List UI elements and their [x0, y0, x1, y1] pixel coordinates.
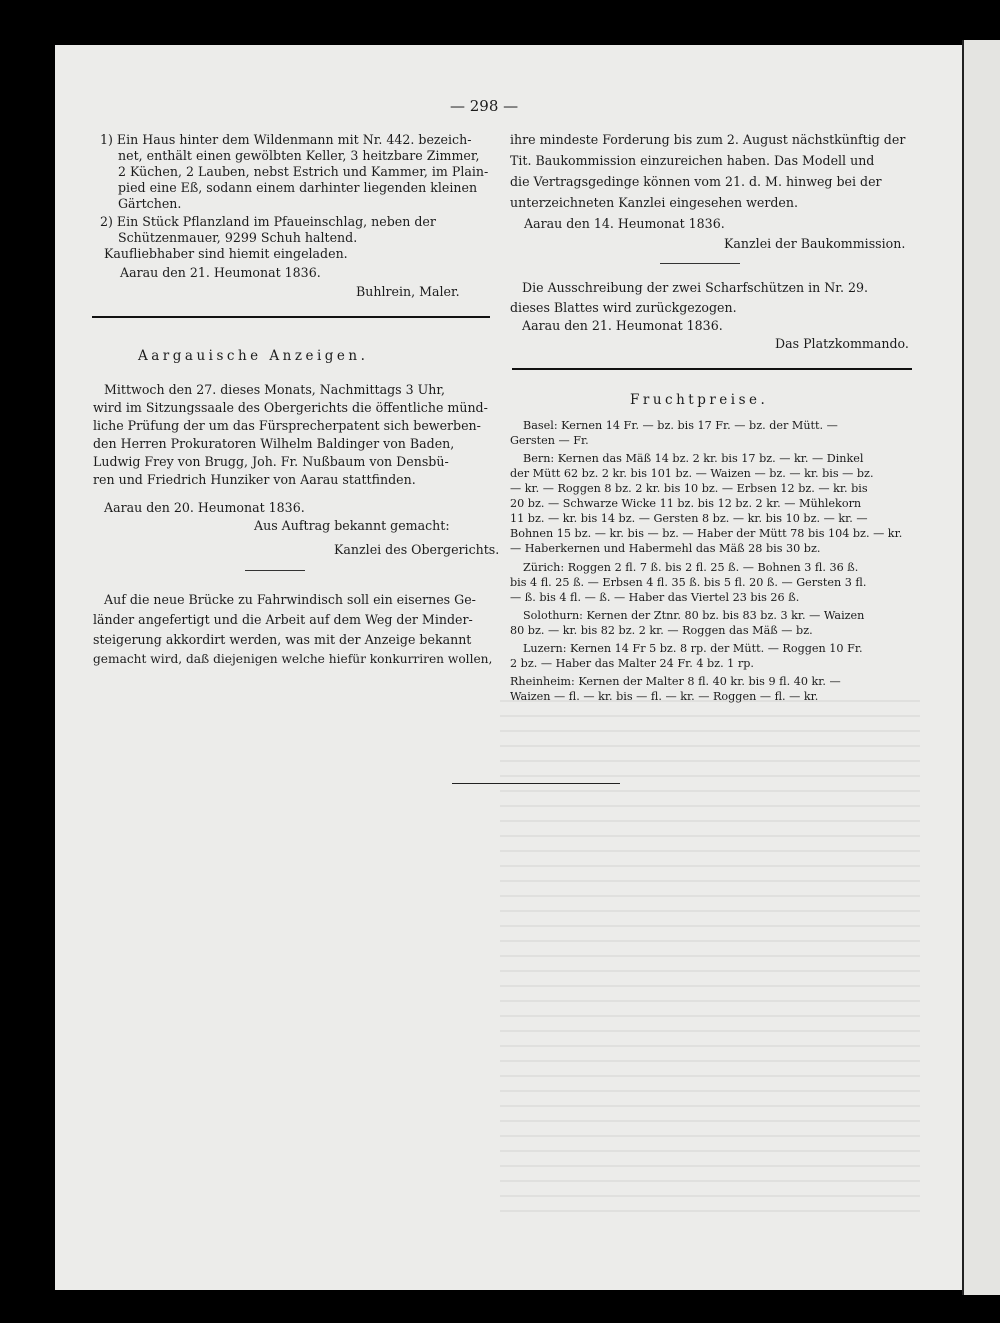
price-line: Luzern: Kernen 14 Fr 5 bz. 8 rp. der Mütt. — Roggen 10 Fr. — [523, 642, 863, 655]
ad3-cont-signature: Kanzlei der Baukommission. — [724, 236, 906, 251]
price-line: 11 bz. — kr. bis 14 bz. — Gersten 8 bz. — kr. bis 10 bz. — kr. — — [510, 512, 868, 525]
price-line: 2 bz. — Haber das Malter 24 Fr. 4 bz. 1 rp. — [510, 657, 754, 670]
ad1-line-5: Gärtchen. — [118, 196, 182, 211]
ad1-signature: Buhlrein, Maler. — [356, 284, 460, 299]
ad2-line-3: liche Prüfung der um das Fürsprecherpatent sich bewerben- — [93, 418, 481, 433]
ad4-line-1: Die Ausschreibung der zwei Scharfschützen in Nr. 29. — [522, 280, 868, 295]
ad3-cont-date: Aarau den 14. Heumonat 1836. — [524, 216, 725, 231]
ad2-date: Aarau den 20. Heumonat 1836. — [104, 500, 305, 515]
section-title: Aargauische Anzeigen. — [138, 348, 369, 364]
price-line: Bern: Kernen das Mäß 14 bz. 2 kr. bis 17 bz. — kr. — Dinkel — [523, 452, 864, 465]
ad1-line-2: net, enthält einen gewölbten Keller, 3 heitzbare Zimmer, — [118, 148, 480, 163]
price-line: Solothurn: Kernen der Ztnr. 80 bz. bis 83 bz. 3 kr. — Waizen — [523, 609, 865, 622]
ad1-line-6: 2) Ein Stück Pflanzland im Pfaueinschlag, neben der — [100, 214, 436, 229]
separator-line — [245, 570, 305, 571]
price-line: der Mütt 62 bz. 2 kr. bis 101 bz. — Waizen — bz. — kr. bis — bz. — [510, 467, 874, 480]
ad2-line-2: wird im Sitzungssaale des Obergerichts die öffentliche münd- — [93, 400, 488, 415]
ad4-signature: Das Platzkommando. — [775, 336, 909, 351]
price-line: — Haberkernen und Habermehl das Mäß 28 bis 30 bz. — [510, 542, 821, 555]
ad2-line-1: Mittwoch den 27. dieses Monats, Nachmittags 3 Uhr, — [104, 382, 445, 397]
ad2-auftrag: Aus Auftrag bekannt gemacht: — [254, 518, 450, 533]
ad1-date: Aarau den 21. Heumonat 1836. — [120, 265, 321, 280]
ad1-line-1: 1) Ein Haus hinter dem Wildenmann mit Nr. 442. bezeich- — [100, 132, 472, 147]
price-line: 20 bz. — Schwarze Wicke 11 bz. bis 12 bz. 2 kr. — Mühlekorn — [510, 497, 862, 510]
price-line: — kr. — Roggen 8 bz. 2 kr. bis 10 bz. — Erbsen 12 bz. — kr. bis — [510, 482, 868, 495]
ad3-line-3: steigerung akkordirt werden, was mit der Anzeige bekannt — [93, 632, 472, 647]
price-line: Bohnen 15 bz. — kr. bis — bz. — Haber der Mütt 78 bis 104 bz. — kr. — [510, 527, 903, 540]
ad2-signature: Kanzlei des Obergerichts. — [334, 542, 500, 557]
price-line: — ß. bis 4 fl. — ß. — Haber das Viertel 23 bis 26 ß. — [510, 591, 800, 604]
ad1-line-3: 2 Küchen, 2 Lauben, nebst Estrich und Kammer, im Plain- — [118, 164, 489, 179]
ad3-cont-line-3: die Vertragsgedinge können vom 21. d. M. hinweg bei der — [510, 174, 882, 189]
ad3-cont-line-2: Tit. Baukommission einzureichen haben. Das Modell und — [510, 153, 875, 168]
ad2-line-6: ren und Friedrich Hunziker von Aarau stattfinden. — [93, 472, 416, 487]
ad3-line-4: gemacht wird, daß diejenigen welche hiefür konkurriren wollen, — [93, 652, 493, 666]
section-rule — [92, 316, 490, 318]
price-line: Gersten — Fr. — [510, 434, 589, 447]
price-line: Basel: Kernen 14 Fr. — bz. bis 17 Fr. — bz. der Mütt. — — [523, 419, 838, 432]
ad2-line-5: Ludwig Frey von Brugg, Joh. Fr. Nußbaum von Densbü- — [93, 454, 449, 469]
ad1-line-4: pied eine Eß, sodann einem darhinter liegenden kleinen — [118, 180, 478, 195]
next-page-edge — [962, 40, 1000, 1295]
bleed-through-text — [500, 700, 920, 1220]
ad1-line-7: Schützenmauer, 9299 Schuh haltend. — [118, 230, 358, 245]
section-rule-2 — [512, 368, 912, 370]
ad4-line-2: dieses Blattes wird zurückgezogen. — [510, 300, 737, 315]
ad3-cont-line-1: ihre mindeste Forderung bis zum 2. August nächstkünftig der — [510, 132, 906, 147]
price-line: Zürich: Roggen 2 fl. 7 ß. bis 2 fl. 25 ß. — Bohnen 3 fl. 36 ß. — [523, 561, 859, 574]
page-number: — 298 — — [450, 97, 519, 115]
ad1-line-8: Kaufliebhaber sind hiemit eingeladen. — [104, 246, 348, 261]
ad4-date: Aarau den 21. Heumonat 1836. — [522, 318, 723, 333]
price-line: bis 4 fl. 25 ß. — Erbsen 4 fl. 35 ß. bis 5 fl. 20 ß. — Gersten 3 fl. — [510, 576, 867, 589]
price-line: Waizen — fl. — kr. bis — fl. — kr. — Roggen — fl. — kr. — [510, 690, 819, 703]
ad3-line-2: länder angefertigt und die Arbeit auf dem Weg der Minder- — [93, 612, 473, 627]
fruchtpreise-title: Fruchtpreise. — [630, 392, 769, 408]
separator-line-2 — [660, 263, 740, 264]
price-line: Rheinheim: Kernen der Malter 8 fl. 40 kr. bis 9 fl. 40 kr. — — [510, 675, 841, 688]
closing-rule — [452, 783, 620, 784]
price-line: 80 bz. — kr. bis 82 bz. 2 kr. — Roggen das Mäß — bz. — [510, 624, 813, 637]
ad2-line-4: den Herren Prokuratoren Wilhelm Baldinger von Baden, — [93, 436, 455, 451]
ad3-cont-line-4: unterzeichneten Kanzlei eingesehen werden. — [510, 195, 798, 210]
ad3-line-1: Auf die neue Brücke zu Fahrwindisch soll ein eisernes Ge- — [104, 592, 476, 607]
